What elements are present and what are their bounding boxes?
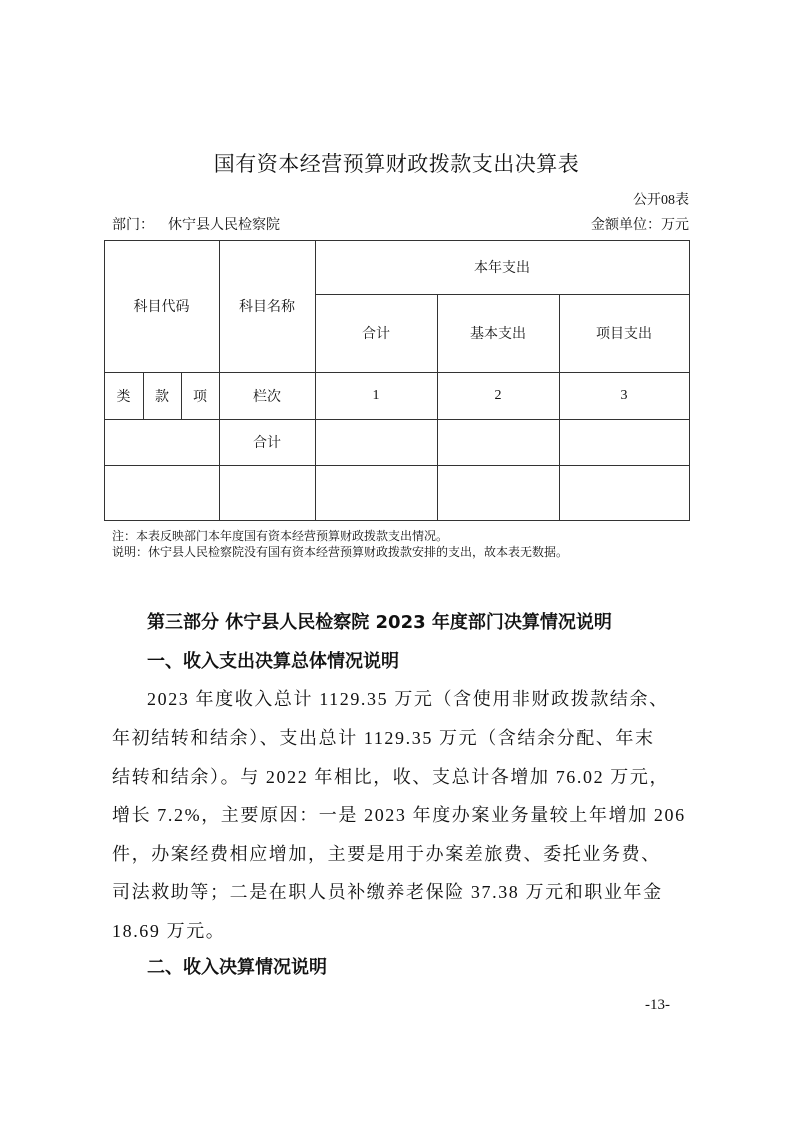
paragraph-line: 结转和结余）。与 2022 年相比，收、支总计各增加 76.02 万元，: [112, 767, 670, 787]
row-total-value: [315, 419, 437, 465]
amount-unit: 金额单位：万元: [591, 218, 689, 233]
paragraph-line: 2023 年度收入总计 1129.35 万元（含使用非财政拨款结余、: [147, 689, 669, 709]
paragraph-line: 年初结转和结余）、支出总计 1129.35 万元（含结余分配、年末: [112, 728, 655, 748]
expense-table: [104, 240, 690, 520]
header-basic-expense: 基本支出: [470, 327, 526, 342]
column-index-1: 1: [372, 387, 380, 403]
column-index-3: 3: [620, 387, 628, 403]
table-border-bottom: [104, 520, 690, 521]
row-total-value: [315, 465, 437, 520]
paragraph-line: 增长 7.2%，主要原因：一是 2023 年度办案业务量较上年增加 206: [112, 805, 686, 825]
header-subject-name: 科目名称: [239, 300, 295, 315]
part-heading: 第三部分 休宁县人民检察院 2023 年度部门决算情况说明: [147, 612, 612, 633]
header-column-index: 栏次: [253, 389, 281, 405]
row-code: [104, 465, 219, 520]
header-subject-code: 科目代码: [133, 300, 190, 315]
section-heading-1: 一、收入支出决算总体情况说明: [147, 651, 399, 672]
column-index-2: 2: [494, 387, 502, 403]
header-kuan: 款: [155, 389, 169, 405]
header-lei: 类: [116, 389, 131, 405]
row-project-value: [559, 465, 689, 520]
paragraph-line: 司法救助等；二是在职人员补缴养老保险 37.38 万元和职业年金: [112, 882, 663, 902]
row-basic-value: [437, 419, 559, 465]
table-border-right: [689, 240, 690, 521]
table-note: 注：本表反映部门本年度国有资本经营预算财政拨款支出情况。: [112, 529, 449, 543]
row-code: [104, 419, 219, 465]
row-basic-value: [437, 465, 559, 520]
row-project-value: [559, 419, 689, 465]
page-number: -13-: [645, 997, 670, 1013]
header-current-year-expense: 本年支出: [474, 261, 530, 276]
department-value: 休宁县人民检察院: [168, 218, 280, 233]
table-number: 公开08表: [633, 193, 689, 208]
row-name: [219, 465, 315, 520]
header-xiang: 项: [193, 389, 207, 405]
paragraph-line: 件，办案经费相应增加，主要是用于办案差旅费、委托业务费、: [112, 844, 661, 864]
paragraph-line: 18.69 万元。: [112, 921, 226, 941]
row-name-total: 合计: [253, 436, 281, 451]
department-label: 部门：: [112, 218, 154, 233]
header-total: 合计: [362, 327, 390, 342]
section-heading-2: 二、收入决算情况说明: [147, 957, 327, 978]
table-explanation: 说明：休宁县人民检察院没有国有资本经营预算财政拨款安排的支出，故本表无数据。: [112, 545, 569, 559]
table-title: 国有资本经营预算财政拨款支出决算表: [213, 152, 580, 176]
header-project-expense: 项目支出: [596, 327, 652, 342]
